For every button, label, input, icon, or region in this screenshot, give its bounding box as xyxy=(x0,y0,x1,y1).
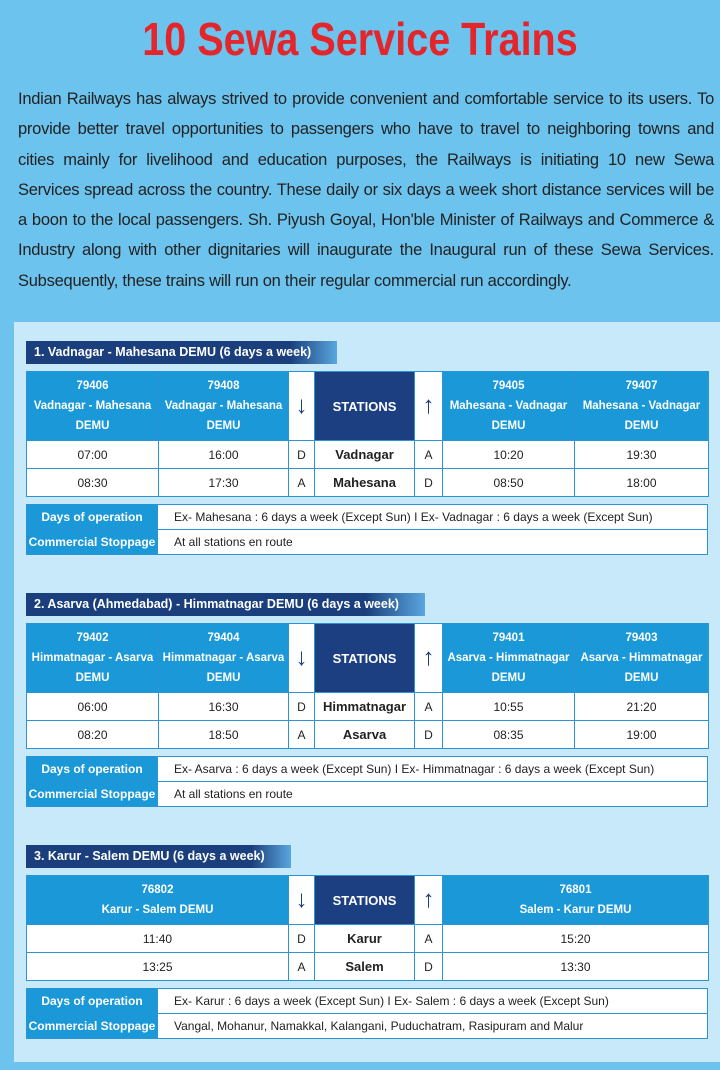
stoppage-row xyxy=(27,1014,708,1039)
days-row xyxy=(27,505,708,530)
arrival-departure-cell: A xyxy=(289,953,315,981)
stoppage-row xyxy=(27,530,708,555)
arrival-departure-cell: D xyxy=(415,721,443,749)
section-heading: 2. Asarva (Ahmedabad) - Himmatnagar DEMU (6 days a week) xyxy=(26,593,425,616)
stoppage-label: Commercial Stoppage xyxy=(27,1014,158,1039)
section-vadnagar-mahesana xyxy=(26,341,708,555)
up-arrow-icon: ↑ xyxy=(415,876,443,925)
table-row xyxy=(27,469,709,497)
section-asarva-himmatnagar xyxy=(26,593,708,807)
stoppage-value: At all stations en route xyxy=(158,782,708,807)
time-cell: 16:30 xyxy=(159,693,289,721)
time-cell: 18:50 xyxy=(159,721,289,749)
intro-paragraph: Indian Railways has always strived to provide convenient and comfortable service to its users. To provide better travel opportunities to passengers who have to travel to neighboring towns and cities mainly for livelihood and education purposes, the Railways is initiating 10 new Sewa Services spread across the country. These daily or six days a week short distance services will be a boon to the local passengers. Sh. Piyush Goyal, Hon'ble Minister of Railways and Commerce & Industry along with other dignitaries will inaugurate the Inaugural run of these Sewa Services. Subsequently, these trains will run on their regular commercial run accordingly. xyxy=(18,90,714,290)
time-cell: 21:20 xyxy=(575,693,709,721)
page-title: 10 Sewa Service Trains xyxy=(142,13,578,65)
down-arrow-icon: ↓ xyxy=(289,876,315,925)
arrival-departure-cell: D xyxy=(415,953,443,981)
stoppage-label: Commercial Stoppage xyxy=(27,782,158,807)
time-cell: 06:00 xyxy=(27,693,159,721)
table-row xyxy=(27,693,709,721)
time-cell: 10:20 xyxy=(443,441,575,469)
arrival-departure-cell: D xyxy=(289,693,315,721)
station-name: Mahesana xyxy=(315,469,415,497)
time-cell: 08:50 xyxy=(443,469,575,497)
arrival-departure-cell: D xyxy=(289,441,315,469)
operation-info xyxy=(26,988,708,1039)
time-cell: 08:20 xyxy=(27,721,159,749)
arrival-departure-cell: A xyxy=(289,721,315,749)
days-value: Ex- Asarva : 6 days a week (Except Sun) I Ex- Himmatnagar : 6 days a week (Except Sun) xyxy=(158,757,708,782)
time-cell: 19:30 xyxy=(575,441,709,469)
days-label: Days of operation xyxy=(27,505,158,530)
table-row xyxy=(27,925,709,953)
days-value: Ex- Karur : 6 days a week (Except Sun) I Ex- Salem : 6 days a week (Except Sun) xyxy=(158,989,708,1014)
time-cell: 13:25 xyxy=(27,953,289,981)
station-name: Asarva xyxy=(315,721,415,749)
stoppage-row xyxy=(27,782,708,807)
table-header-row xyxy=(27,624,709,693)
operation-info xyxy=(26,756,708,807)
table-row xyxy=(27,953,709,981)
train-header: 76801 Salem - Karur DEMU xyxy=(443,876,709,925)
station-name: Karur xyxy=(315,925,415,953)
timetable xyxy=(26,875,709,981)
days-row xyxy=(27,757,708,782)
table-row xyxy=(27,721,709,749)
station-name: Vadnagar xyxy=(315,441,415,469)
arrival-departure-cell: A xyxy=(289,469,315,497)
time-cell: 07:00 xyxy=(27,441,159,469)
up-arrow-icon: ↑ xyxy=(415,372,443,441)
section-karur-salem xyxy=(26,845,708,1039)
table-header-row xyxy=(27,876,709,925)
timetable xyxy=(26,623,709,749)
table-header-row xyxy=(27,372,709,441)
time-cell: 10:55 xyxy=(443,693,575,721)
train-header: 79403 Asarva - Himmatnagar DEMU xyxy=(575,624,709,693)
days-label: Days of operation xyxy=(27,989,158,1014)
days-row xyxy=(27,989,708,1014)
station-name: Salem xyxy=(315,953,415,981)
station-name: Himmatnagar xyxy=(315,693,415,721)
train-header: 79401 Asarva - Himmatnagar DEMU xyxy=(443,624,575,693)
train-header: 79405 Mahesana - Vadnagar DEMU xyxy=(443,372,575,441)
timetable xyxy=(26,371,709,497)
stations-header: STATIONS xyxy=(315,624,415,693)
train-header: 79404 Himmatnagar - Asarva DEMU xyxy=(159,624,289,693)
up-arrow-icon: ↑ xyxy=(415,624,443,693)
stoppage-value: At all stations en route xyxy=(158,530,708,555)
days-value: Ex- Mahesana : 6 days a week (Except Sun) I Ex- Vadnagar : 6 days a week (Except Sun) xyxy=(158,505,708,530)
arrival-departure-cell: D xyxy=(289,925,315,953)
time-cell: 11:40 xyxy=(27,925,289,953)
time-cell: 13:30 xyxy=(443,953,709,981)
stoppage-value: Vangal, Mohanur, Namakkal, Kalangani, Puduchatram, Rasipuram and Malur xyxy=(158,1014,708,1039)
down-arrow-icon: ↓ xyxy=(289,624,315,693)
time-cell: 08:35 xyxy=(443,721,575,749)
train-header: 79402 Himmatnagar - Asarva DEMU xyxy=(27,624,159,693)
section-heading: 3. Karur - Salem DEMU (6 days a week) xyxy=(26,845,291,868)
time-cell: 16:00 xyxy=(159,441,289,469)
stations-header: STATIONS xyxy=(315,372,415,441)
stoppage-label: Commercial Stoppage xyxy=(27,530,158,555)
arrival-departure-cell: D xyxy=(415,469,443,497)
down-arrow-icon: ↓ xyxy=(289,372,315,441)
operation-info xyxy=(26,504,708,555)
section-heading: 1. Vadnagar - Mahesana DEMU (6 days a week) xyxy=(26,341,337,364)
arrival-departure-cell: A xyxy=(415,925,443,953)
train-header: 79408 Vadnagar - Mahesana DEMU xyxy=(159,372,289,441)
table-row xyxy=(27,441,709,469)
train-header: 79407 Mahesana - Vadnagar DEMU xyxy=(575,372,709,441)
time-cell: 17:30 xyxy=(159,469,289,497)
arrival-departure-cell: A xyxy=(415,441,443,469)
days-label: Days of operation xyxy=(27,757,158,782)
time-cell: 18:00 xyxy=(575,469,709,497)
stations-header: STATIONS xyxy=(315,876,415,925)
arrival-departure-cell: A xyxy=(415,693,443,721)
train-header: 76802 Karur - Salem DEMU xyxy=(27,876,289,925)
time-cell: 08:30 xyxy=(27,469,159,497)
time-cell: 15:20 xyxy=(443,925,709,953)
train-header: 79406 Vadnagar - Mahesana DEMU xyxy=(27,372,159,441)
time-cell: 19:00 xyxy=(575,721,709,749)
